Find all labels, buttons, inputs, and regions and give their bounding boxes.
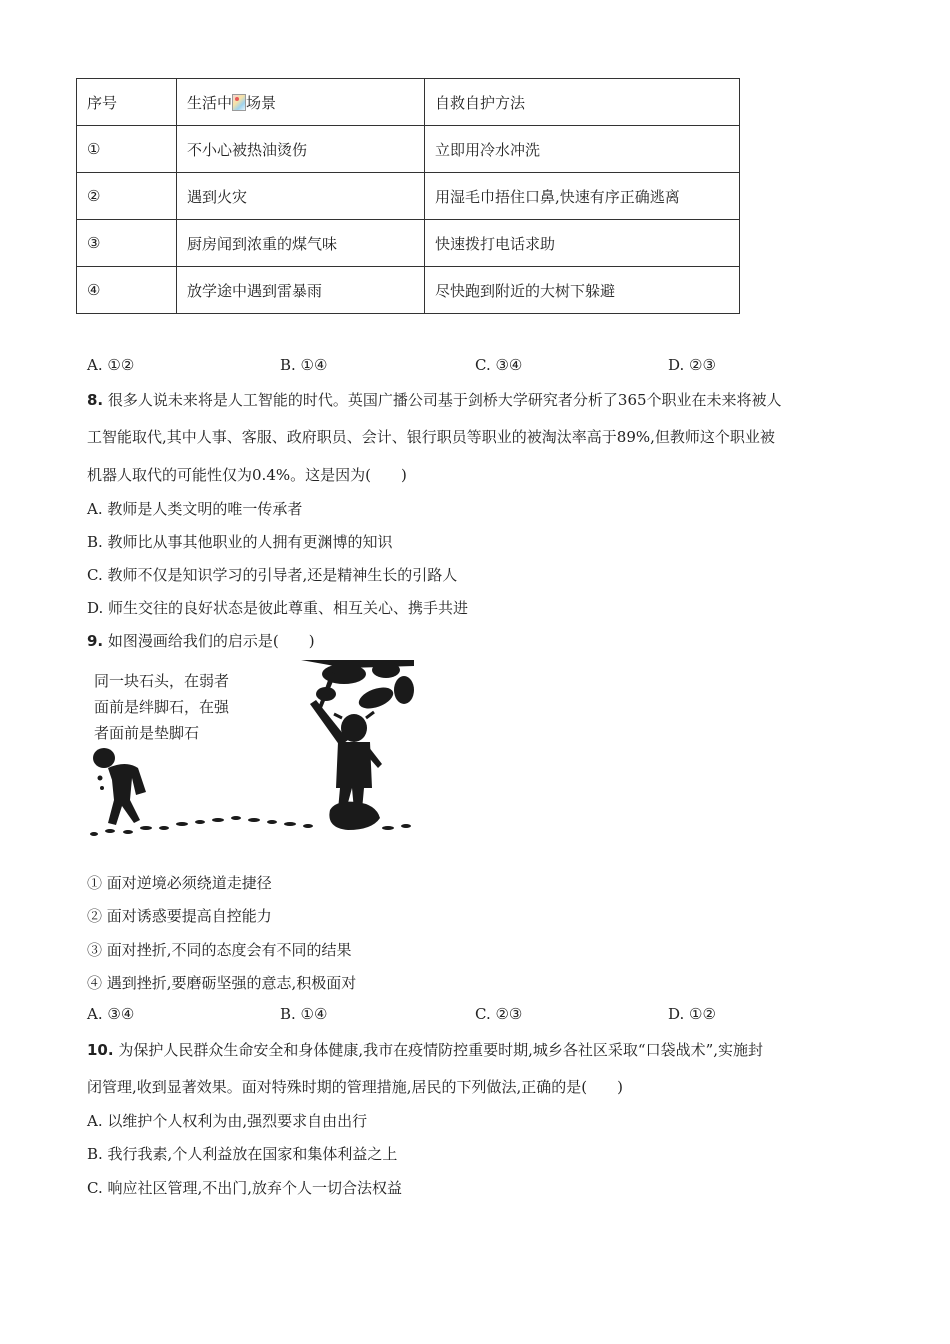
table-header-cell — [177, 79, 425, 126]
q9-statement-4: ④ 遇到挫折,要磨砺坚强的意志,积极面对 — [87, 974, 357, 992]
q8-stem-line-1 — [87, 389, 782, 410]
broken-image-icon — [232, 94, 246, 111]
q10-option-b[interactable]: B. 我行我素,个人利益放在国家和集体利益之上 — [87, 1145, 398, 1163]
q9-statement-2: ② 面对诱惑要提高自控能力 — [87, 907, 272, 925]
q7-option-c[interactable]: C. ③④ — [475, 356, 523, 374]
table-row — [77, 220, 740, 267]
q9-option-b[interactable]: B. ①④ — [280, 1005, 328, 1023]
table-row — [77, 126, 740, 173]
table-cell: ③ — [77, 220, 177, 267]
table-cell: ④ — [77, 267, 177, 314]
table-header-text: 场景 — [246, 93, 277, 112]
q8-option-d[interactable]: D. 师生交往的良好状态是彼此尊重、相互关心、携手共进 — [87, 599, 469, 617]
table-header-cell: 序号 — [77, 79, 177, 126]
weak-person-drawing — [93, 748, 146, 825]
cartoon-caption: 者面前是垫脚石 — [94, 724, 200, 742]
table-cell: 快速拨打电话求助 — [425, 220, 740, 267]
table-cell: 用湿毛巾捂住口鼻,快速有序正确逃离 — [425, 173, 740, 220]
strong-person-drawing — [310, 700, 382, 810]
table-cell: ① — [77, 126, 177, 173]
q9-option-a[interactable]: A. ③④ — [87, 1005, 135, 1023]
q8-option-b[interactable]: B. 教师比从事其他职业的人拥有更渊博的知识 — [87, 533, 393, 551]
table-cell: ② — [77, 173, 177, 220]
q8-option-c[interactable]: C. 教师不仅是知识学习的引导者,还是精神生长的引路人 — [87, 566, 458, 584]
table-row — [77, 267, 740, 314]
table-cell: 尽快跑到附近的大树下躲避 — [425, 267, 740, 314]
q9-stem — [87, 630, 315, 651]
q10-option-a[interactable]: A. 以维护个人权利为由,强烈要求自由出行 — [87, 1112, 368, 1130]
question-number: 8. — [87, 391, 104, 409]
q10-stem-line-1 — [87, 1039, 763, 1060]
q8-stem-text: 很多人说未来将是人工智能的时代。英国广播公司基于剑桥大学研究者分析了365个职业在未来将被人 — [107, 391, 782, 409]
table-header-cell: 自救自护方法 — [425, 79, 740, 126]
table-cell: 厨房闻到浓重的煤气味 — [177, 220, 425, 267]
q8-option-a[interactable]: A. 教师是人类文明的唯一传承者 — [87, 500, 303, 518]
q9-option-c[interactable]: C. ②③ — [475, 1005, 523, 1023]
table-header-row — [77, 79, 740, 126]
question-number: 10. — [87, 1041, 114, 1059]
q9-option-d[interactable]: D. ①② — [668, 1005, 716, 1023]
q7-option-d[interactable]: D. ②③ — [668, 356, 716, 374]
q8-stem-line-2: 工智能取代,其中人事、客服、政府职员、会计、银行职员等职业的被淘汰率高于89%,但教师这个职业被 — [87, 428, 775, 446]
stumbling-stone-cartoon — [86, 660, 414, 840]
q9-statement-1: ① 面对逆境必须绕道走捷径 — [87, 874, 272, 892]
table-cell: 不小心被热油烫伤 — [177, 126, 425, 173]
table-cell: 立即用冷水冲洗 — [425, 126, 740, 173]
question-number: 9. — [87, 632, 104, 650]
q7-option-a[interactable]: A. ①② — [87, 356, 135, 374]
table-row — [77, 173, 740, 220]
table-header-text: 生活中 — [187, 93, 233, 112]
table-cell: 放学途中遇到雷暴雨 — [177, 267, 425, 314]
cartoon-caption: 面前是绊脚石，在强 — [94, 698, 230, 716]
q10-stem-text: 为保护人民群众生命安全和身体健康,我市在疫情防控重要时期,城乡各社区采取“口袋战术”,实施封 — [118, 1041, 764, 1059]
q9-stem-text: 如图漫画给我们的启示是( ) — [107, 632, 315, 650]
stone-drawing — [329, 802, 380, 830]
table-cell: 遇到火灾 — [177, 173, 425, 220]
scenario-table — [76, 78, 740, 314]
q10-stem-line-2: 闭管理,收到显著效果。面对特殊时期的管理措施,居民的下列做法,正确的是( ) — [87, 1078, 624, 1096]
q8-stem-line-3: 机器人取代的可能性仅为0.4%。这是因为( ) — [87, 466, 407, 484]
q7-option-b[interactable]: B. ①④ — [280, 356, 328, 374]
q9-statement-3: ③ 面对挫折,不同的态度会有不同的结果 — [87, 941, 352, 959]
q10-option-c[interactable]: C. 响应社区管理,不出门,放弃个人一切合法权益 — [87, 1179, 403, 1197]
cartoon-caption: 同一块石头，在弱者 — [94, 672, 230, 690]
